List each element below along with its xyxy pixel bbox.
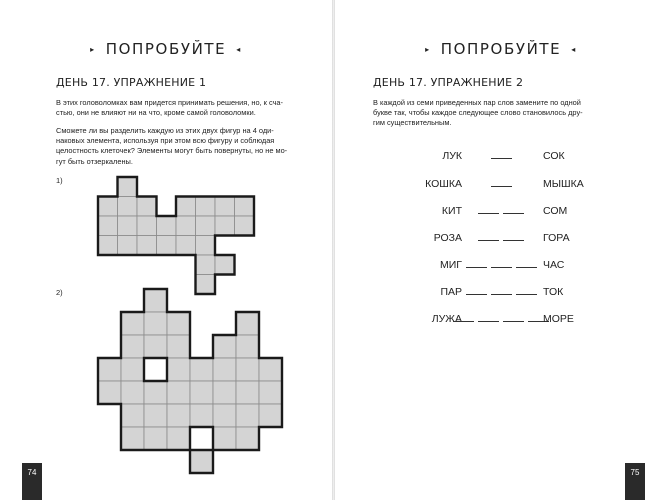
puzzle-cell bbox=[121, 335, 144, 358]
puzzle-cell bbox=[144, 312, 167, 335]
puzzle-cell bbox=[196, 216, 216, 236]
puzzle-cell bbox=[213, 404, 236, 427]
puzzle-cell bbox=[236, 427, 259, 450]
triangle-left-icon: ◂ bbox=[236, 45, 242, 54]
puzzle-cell bbox=[121, 358, 144, 381]
answer-blanks bbox=[335, 259, 667, 271]
answer-blank[interactable] bbox=[503, 205, 524, 214]
figure-1-label: 1) bbox=[56, 176, 63, 185]
answer-blank[interactable] bbox=[516, 259, 537, 268]
answer-blank[interactable] bbox=[491, 178, 512, 187]
puzzle-cell bbox=[176, 216, 196, 236]
puzzle-cell bbox=[144, 289, 167, 312]
answer-blanks bbox=[335, 313, 667, 325]
puzzle-figure-2 bbox=[98, 289, 282, 473]
puzzle-cell bbox=[144, 427, 167, 450]
start-word: КОШКА bbox=[425, 178, 462, 190]
answer-blank[interactable] bbox=[503, 313, 524, 322]
puzzle-cell bbox=[144, 404, 167, 427]
puzzle-cell bbox=[176, 197, 196, 217]
triangle-right-icon: ▸ bbox=[425, 45, 431, 54]
page-number-right: 75 bbox=[625, 463, 645, 500]
end-word: СОМ bbox=[543, 205, 568, 217]
puzzle-cell bbox=[167, 404, 190, 427]
puzzle-figure-1 bbox=[98, 177, 254, 294]
answer-blanks bbox=[335, 286, 667, 298]
puzzle-cell bbox=[213, 335, 236, 358]
puzzle-cell bbox=[235, 216, 255, 236]
exercise-2-title: ДЕНЬ 17. УПРАЖНЕНИЕ 2 bbox=[373, 76, 524, 89]
puzzle-cell bbox=[137, 216, 157, 236]
puzzle-cell bbox=[235, 197, 255, 217]
answer-blank[interactable] bbox=[516, 286, 537, 295]
triangle-left-icon: ◂ bbox=[571, 45, 577, 54]
puzzle-cell bbox=[121, 404, 144, 427]
answer-blanks bbox=[335, 150, 667, 162]
answer-blanks bbox=[335, 232, 667, 244]
end-word: МОРЕ bbox=[543, 313, 574, 325]
puzzle-cell bbox=[157, 236, 177, 256]
puzzle-cell bbox=[215, 197, 235, 217]
puzzle-cell bbox=[167, 358, 190, 381]
right-page bbox=[335, 0, 667, 500]
answer-blanks bbox=[335, 178, 667, 190]
section-title-text: ПОПРОБУЙТЕ bbox=[105, 40, 227, 58]
puzzle-cell bbox=[118, 216, 138, 236]
puzzle-cell bbox=[118, 236, 138, 256]
task-line: наковых элемента, используя при этом всю фигуру и соблюдая bbox=[56, 136, 275, 146]
left-page bbox=[0, 0, 332, 500]
puzzle-cell bbox=[259, 381, 282, 404]
intro-line: букве так, чтобы каждое следующее слово становилось дру- bbox=[373, 108, 583, 118]
word-pair-row bbox=[335, 232, 667, 246]
puzzle-cell bbox=[144, 381, 167, 404]
task-line: целостность клеточек? Элементы могут быть повернуты, но не мо- bbox=[56, 146, 288, 156]
figure-2-label: 2) bbox=[56, 288, 63, 297]
answer-blank[interactable] bbox=[503, 232, 524, 241]
intro-line: гим существительным. bbox=[373, 118, 452, 128]
puzzle-cell bbox=[176, 236, 196, 256]
end-word: СОК bbox=[543, 150, 565, 162]
puzzle-cell bbox=[190, 404, 213, 427]
puzzle-cell bbox=[167, 335, 190, 358]
puzzle-cell bbox=[213, 358, 236, 381]
page-number-left: 74 bbox=[22, 463, 42, 500]
puzzle-cell bbox=[98, 216, 118, 236]
puzzle-cell bbox=[98, 381, 121, 404]
answer-blank[interactable] bbox=[491, 286, 512, 295]
start-word: МИГ bbox=[440, 259, 462, 271]
puzzle-cell bbox=[121, 427, 144, 450]
word-pair-row bbox=[335, 286, 667, 300]
puzzle-cell bbox=[215, 216, 235, 236]
puzzle-cell bbox=[157, 216, 177, 236]
puzzle-cell bbox=[236, 335, 259, 358]
end-word: ГОРА bbox=[543, 232, 570, 244]
answer-blank[interactable] bbox=[453, 313, 474, 322]
word-pair-row bbox=[335, 259, 667, 273]
word-pair-row bbox=[335, 150, 667, 164]
start-word: ЛУЖА bbox=[431, 313, 462, 325]
answer-blank[interactable] bbox=[466, 259, 487, 268]
puzzle-cell bbox=[196, 236, 216, 256]
puzzle-cell bbox=[196, 255, 216, 275]
task-line: гут быть отзеркалены. bbox=[56, 156, 133, 166]
word-pair-row bbox=[335, 178, 667, 192]
puzzle-cell bbox=[213, 381, 236, 404]
puzzle-cell bbox=[213, 427, 236, 450]
triangle-right-icon: ▸ bbox=[90, 45, 96, 54]
puzzle-cell bbox=[167, 427, 190, 450]
puzzle-cell bbox=[236, 358, 259, 381]
puzzle-cell bbox=[118, 177, 138, 197]
puzzle-cell bbox=[236, 381, 259, 404]
intro-line: В этих головоломках вам придется принимать решения, но, к сча- bbox=[56, 98, 283, 107]
puzzle-cell bbox=[215, 255, 235, 275]
puzzle-cell bbox=[137, 236, 157, 256]
answer-blank[interactable] bbox=[491, 259, 512, 268]
puzzle-cell bbox=[196, 197, 216, 217]
puzzle-cell bbox=[167, 312, 190, 335]
section-title-text: ПОПРОБУЙТЕ bbox=[440, 40, 562, 58]
puzzle-cell bbox=[259, 358, 282, 381]
puzzle-cell bbox=[121, 381, 144, 404]
puzzle-cell bbox=[144, 335, 167, 358]
end-word: МЫШКА bbox=[543, 178, 584, 190]
puzzle-cell bbox=[236, 404, 259, 427]
puzzle-cell bbox=[121, 312, 144, 335]
answer-blank[interactable] bbox=[478, 232, 499, 241]
puzzle-cell bbox=[259, 404, 282, 427]
exercise-1-title: ДЕНЬ 17. УПРАЖНЕНИЕ 1 bbox=[56, 76, 207, 89]
answer-blank[interactable] bbox=[478, 205, 499, 214]
puzzle-cell bbox=[190, 358, 213, 381]
section-title-right bbox=[335, 40, 667, 58]
start-word: ПАР bbox=[440, 286, 462, 298]
start-word: КИТ bbox=[441, 205, 462, 217]
intro-line: В каждой из семи приведенных пар слов замените по одной bbox=[373, 98, 581, 107]
puzzle-cell bbox=[98, 358, 121, 381]
puzzle-cell bbox=[137, 197, 157, 217]
intro-line: стью, они не влияют ни на что, кроме самой головоломки. bbox=[56, 108, 256, 118]
puzzle-cell bbox=[167, 381, 190, 404]
puzzle-cell bbox=[190, 381, 213, 404]
end-word: ЧАС bbox=[543, 259, 565, 271]
start-word: ЛУК bbox=[442, 150, 462, 162]
puzzle-cell bbox=[98, 197, 118, 217]
answer-blank[interactable] bbox=[491, 150, 512, 159]
exercise-2-intro bbox=[373, 98, 583, 129]
puzzle-cell bbox=[236, 312, 259, 335]
start-word: РОЗА bbox=[433, 232, 462, 244]
word-pair-row bbox=[335, 313, 667, 327]
puzzle-cell bbox=[98, 236, 118, 256]
end-word: ТОК bbox=[543, 286, 564, 298]
puzzle-figures bbox=[0, 0, 332, 500]
word-pair-row bbox=[335, 205, 667, 219]
puzzle-cell bbox=[118, 197, 138, 217]
puzzle-cell bbox=[196, 275, 216, 295]
answer-blank[interactable] bbox=[466, 286, 487, 295]
answer-blanks bbox=[335, 205, 667, 217]
puzzle-cell bbox=[190, 450, 213, 473]
answer-blank[interactable] bbox=[478, 313, 499, 322]
task-line: Сможете ли вы разделить каждую из этих двух фигур на 4 оди- bbox=[56, 126, 274, 135]
